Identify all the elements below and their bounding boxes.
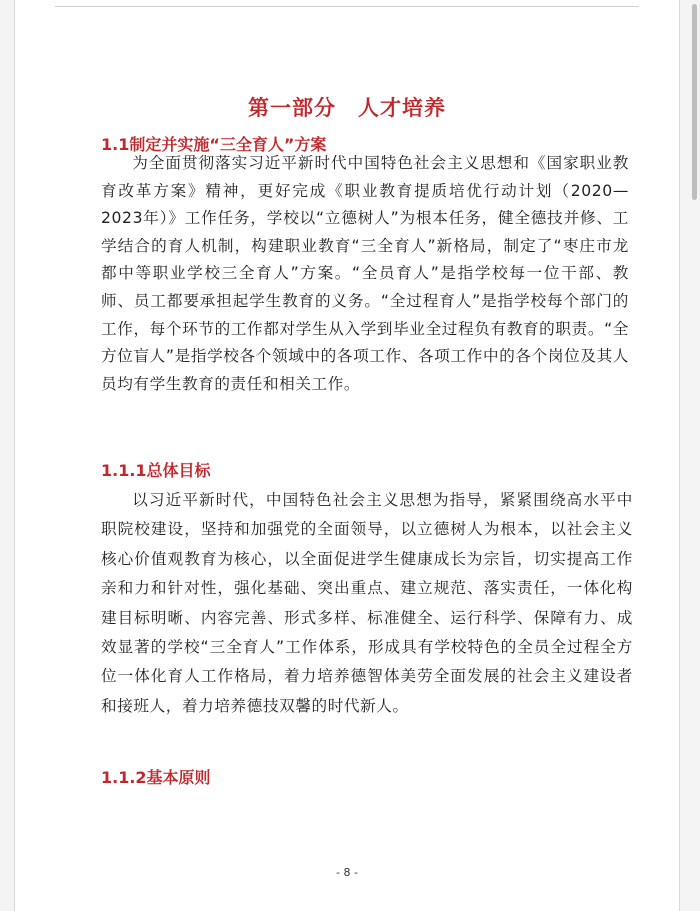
document-page (14, 0, 680, 911)
part-title: 第一部分 人才培养 (248, 96, 446, 120)
page-number: - 8 - (336, 866, 358, 879)
general-goal-paragraph: 以习近平新时代，中国特色社会主义思想为指导，紧紧围绕高水平中职院校建设，坚持和加强党的全面领导，以立德树人为根本，以社会主义核心价值观教育为核心，以全面促进学生健康成长为宗旨，切实提高工作亲和力和针对性，强化基础、突出重点、建立规范、落实责任，一体化构建目标明晰、内容完善、形式多样、标准健全、运行科学、保障有力、成效显著的学校“三全育人”工作体系，形成具有学校特色的全员全过程全方位一体化育人工作格局，着力培养德智体美劳全面发展的社会主义建设者和接班人，着力培养德技双馨的时代新人。 (101, 491, 633, 715)
section-heading: 1.1制定并实施“三全育人”方案 (101, 135, 327, 154)
subsection-heading-general-goal: 1.1.1总体目标 (101, 461, 211, 480)
page-top-rule (55, 6, 639, 7)
scrollbar-thumb[interactable] (692, 4, 697, 200)
vertical-scrollbar[interactable] (688, 0, 700, 911)
intro-paragraph: 为全面贯彻落实习近平新时代中国特色社会主义思想和《国家职业教育改革方案》精神，更好完成《职业教育提质培优行动计划（2020—2023年）》工作任务，学校以“立德树人”为根本任务，健全德技并修、工学结合的育人机制，构建职业教育“三全育人”新格局，制定了“枣庄市龙都中等职业学校三全育人”方案。“全员育人”是指学校每一位干部、教师、员工都要承担起学生教育的义务。“全过程育人”是指学校每个部门的工作，每个环节的工作都对学生从入学到毕业全过程负有教育的职责。“全方位盲人”是指学校各个领域中的各项工作、各项工作中的各个岗位及其人员均有学生教育的责任和相关工作。 (101, 154, 629, 393)
subsection-heading-basic-principles: 1.1.2基本原则 (101, 768, 211, 787)
